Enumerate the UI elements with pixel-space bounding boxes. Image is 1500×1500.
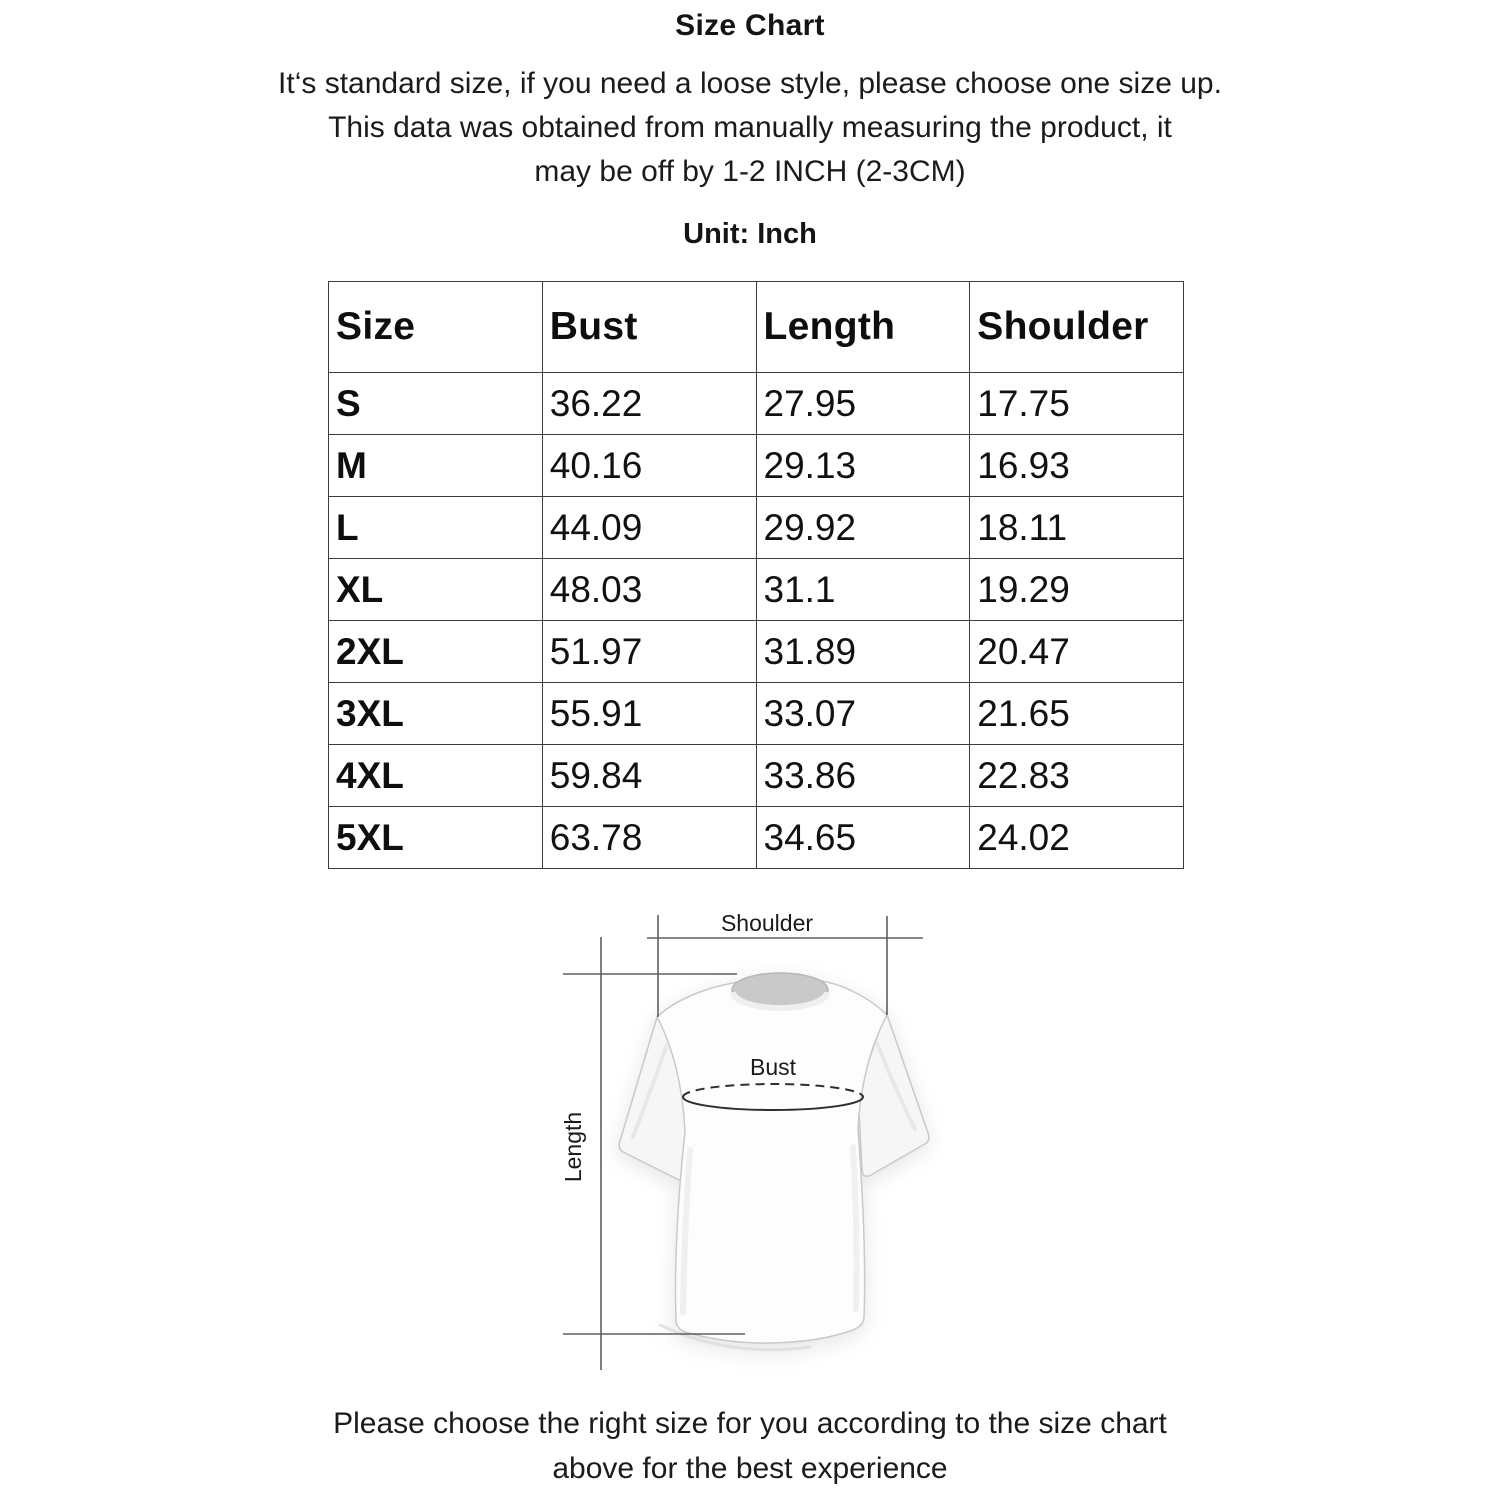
length-label: Length [560,1111,586,1183]
shirt-diagram-svg [555,895,1000,1380]
tshirt-graphic [619,973,929,1350]
footer-line-2: above for the best experience [552,1452,948,1485]
cell-shoulder: 19.29 [970,559,1184,621]
cell-length: 29.13 [756,435,970,497]
cell-length: 33.86 [756,745,970,807]
cell-length: 34.65 [756,807,970,869]
cell-shoulder: 21.65 [970,683,1184,745]
cell-size: S [329,373,543,435]
cell-length: 31.1 [756,559,970,621]
shoulder-label: Shoulder [720,910,814,936]
right-body-fold [853,1147,857,1309]
size-table [328,281,1184,869]
cell-length: 31.89 [756,621,970,683]
cell-bust: 48.03 [542,559,756,621]
intro-line-3: may be off by 1-2 INCH (2-3CM) [534,155,966,188]
cell-shoulder: 24.02 [970,807,1184,869]
cell-size: 3XL [329,683,543,745]
cell-bust: 51.97 [542,621,756,683]
cell-size: L [329,497,543,559]
cell-bust: 40.16 [542,435,756,497]
table-row [329,497,1184,559]
shirt-measurement-diagram [555,895,1000,1380]
cell-bust: 36.22 [542,373,756,435]
cell-bust: 44.09 [542,497,756,559]
cell-bust: 63.78 [542,807,756,869]
unit-label: Unit: Inch [683,218,817,250]
cell-size: XL [329,559,543,621]
table-row [329,745,1184,807]
table-header-row [329,282,1184,373]
cell-size: 5XL [329,807,543,869]
header-cell-size: Size [329,282,543,373]
table-row [329,559,1184,621]
intro-line-1: It‘s standard size, if you need a loose style, please choose one size up. [278,67,1222,100]
header-cell-shoulder: Shoulder [970,282,1184,373]
footer-note [0,1401,1500,1491]
table-row [329,621,1184,683]
cell-shoulder: 22.83 [970,745,1184,807]
cell-shoulder: 16.93 [970,435,1184,497]
cell-size: 2XL [329,621,543,683]
page-title: Size Chart [675,9,825,42]
cell-length: 29.92 [756,497,970,559]
cell-length: 33.07 [756,683,970,745]
size-table-body [329,373,1184,869]
header-cell-bust: Bust [542,282,756,373]
cell-shoulder: 17.75 [970,373,1184,435]
table-row [329,373,1184,435]
cell-bust: 59.84 [542,745,756,807]
table-row [329,435,1184,497]
bust-label: Bust [749,1054,797,1080]
table-row [329,807,1184,869]
cell-size: 4XL [329,745,543,807]
cell-size: M [329,435,543,497]
cell-length: 27.95 [756,373,970,435]
footer-line-1: Please choose the right size for you according to the size chart [333,1407,1167,1440]
table-row [329,683,1184,745]
header-cell-length: Length [756,282,970,373]
cell-shoulder: 20.47 [970,621,1184,683]
cell-bust: 55.91 [542,683,756,745]
intro-paragraph [0,62,1500,194]
intro-line-2: This data was obtained from manually measuring the product, it [328,111,1172,144]
cell-shoulder: 18.11 [970,497,1184,559]
